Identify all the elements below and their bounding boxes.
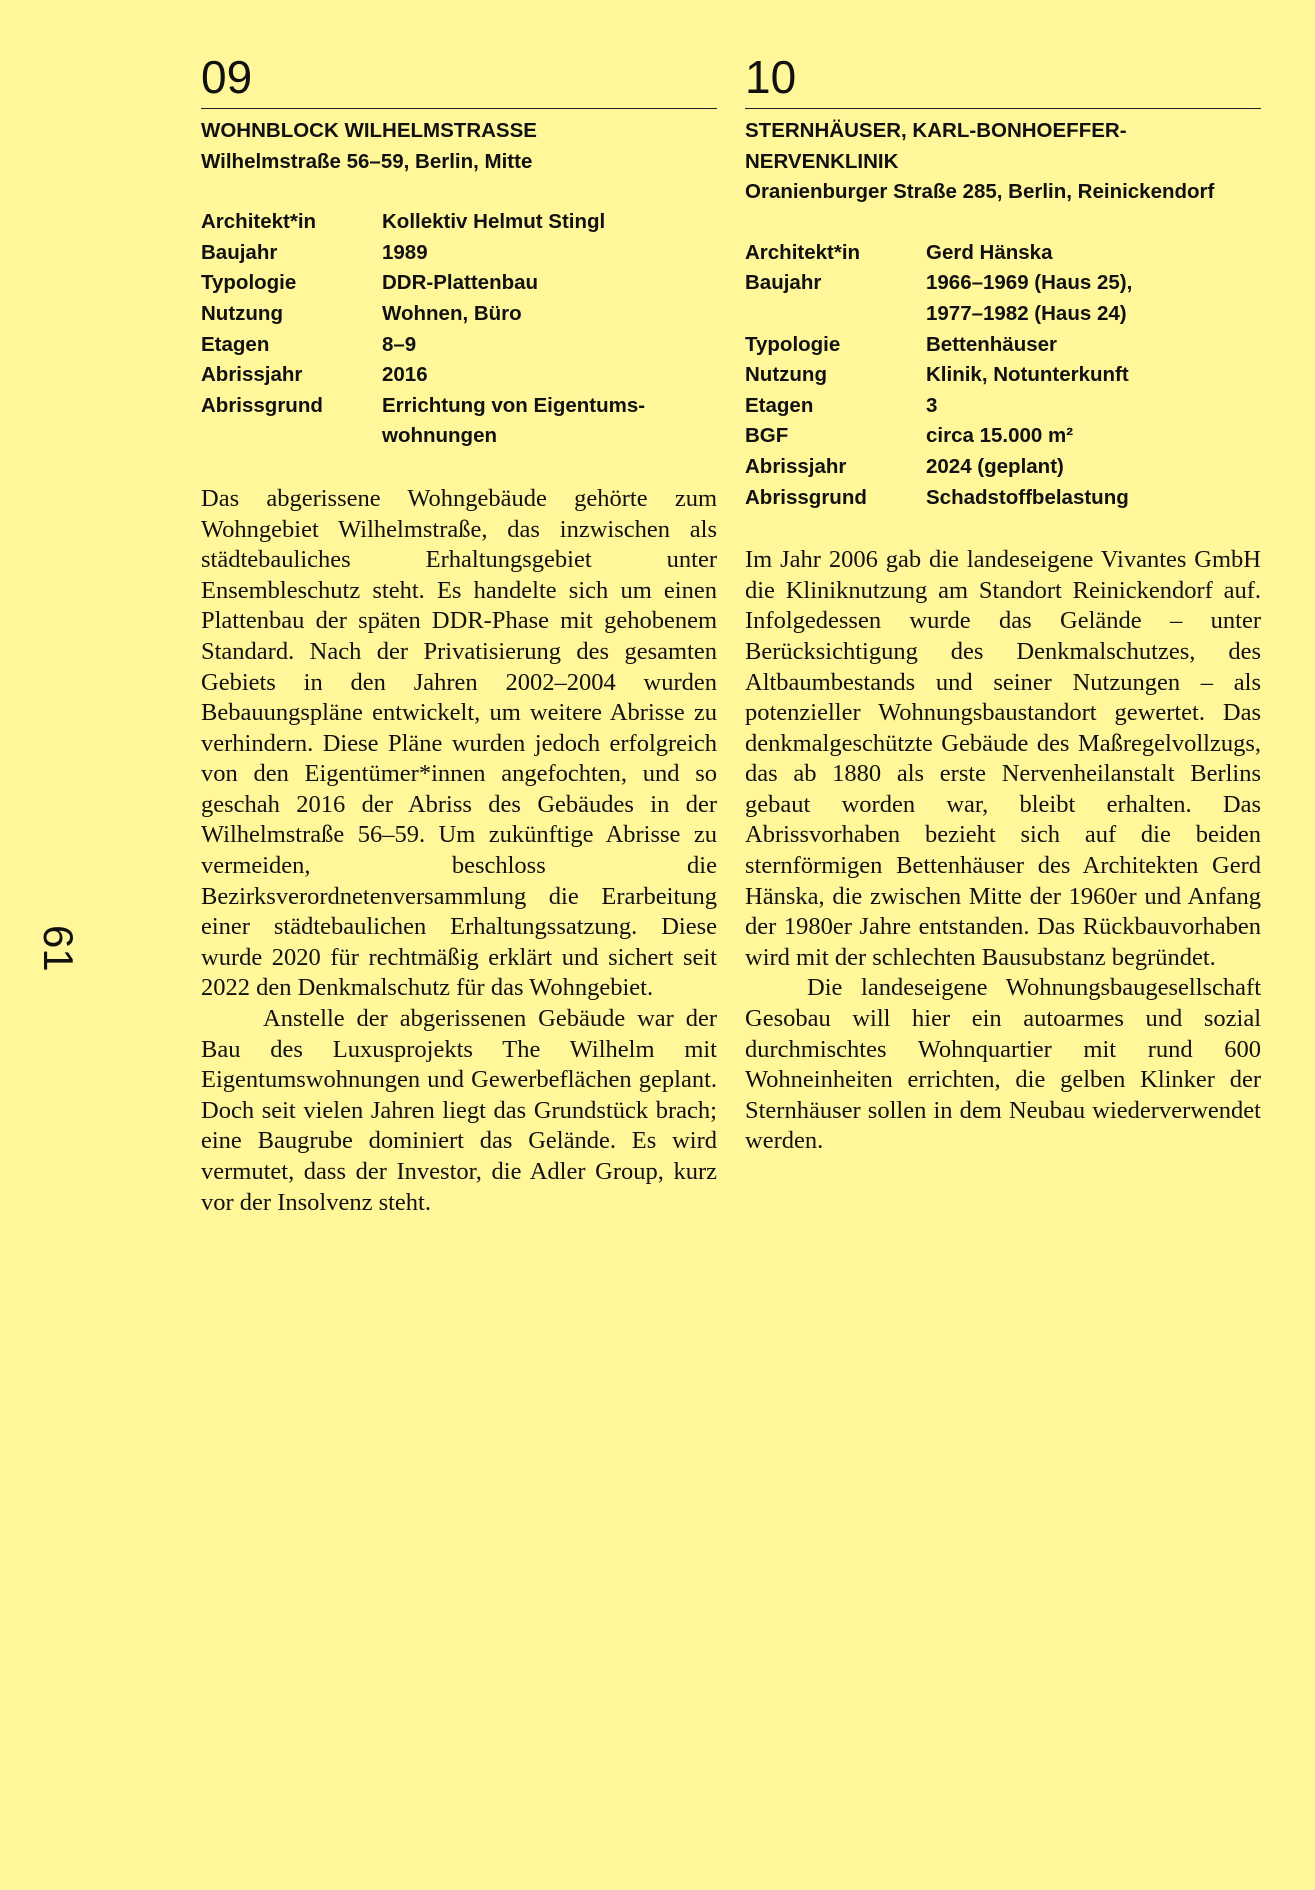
paragraph: Anstelle der abgerissenen Gebäude war der Bau des Luxusprojekts The Wilhelm mit Eigentumswohnungen und Gewerbeflächen geplant. Doch seit vielen Jahren liegt das Grundstück brach; eine Baugrube dominiert das Gelände. Es wird vermutet, dass der Investor, die Adler Group, kurz vor der Insolvenz steht. (201, 1005, 717, 1216)
fact-label: Typologie (201, 271, 297, 295)
fact-value: DDR-Plattenbau (382, 271, 539, 295)
fact-value: 2024 (geplant) (926, 454, 1064, 478)
fact-row (745, 268, 1261, 329)
entry-address: Oranienburger Straße 285, Berlin, Reinickendorf (745, 180, 1215, 204)
fact-label: Nutzung (745, 363, 827, 387)
entry-09 (201, 52, 717, 1218)
fact-value: Kollektiv Helmut Stingl (382, 210, 606, 234)
fact-row (201, 207, 717, 238)
fact-label: Baujahr (201, 240, 278, 264)
fact-row (201, 268, 717, 299)
fact-value: 3 (926, 393, 938, 417)
fact-value: Klinik, Notunterkunft (926, 363, 1129, 387)
fact-value: Bettenhäuser (926, 332, 1058, 356)
body-text (745, 545, 1261, 1157)
fact-value: circa 15.000 m² (926, 424, 1074, 448)
fact-row (745, 360, 1261, 391)
fact-value: Schadstoffbelastung (926, 485, 1129, 509)
fact-row (745, 391, 1261, 422)
fact-label: Etagen (201, 332, 270, 356)
body-text (201, 484, 717, 1218)
fact-value: 1989 (382, 240, 428, 264)
paragraph: Die landeseigene Wohnungsbaugesellschaft Gesobau will hier ein autoarmes und sozial durchmischtes Wohnquartier mit rund 600 Wohneinheiten errichten, die gelben Klinker der Sternhäuser sollen in dem Neubau wiederverwendet werden. (745, 974, 1261, 1155)
entry-title: STERNHÄUSER, KARL-BONHOEFFER-NERVENKLINIK (745, 119, 1127, 173)
facts-table (745, 238, 1261, 513)
fact-label: Architekt*in (745, 240, 861, 264)
fact-value: Wohnen, Büro (382, 301, 522, 325)
fact-label: Typologie (745, 332, 841, 356)
page-number: 61 (35, 925, 82, 972)
fact-value: 1966–1969 (Haus 25), 1977–1982 (Haus 24) (926, 271, 1133, 325)
fact-row (201, 238, 717, 269)
fact-row (201, 330, 717, 361)
entry-address: Wilhelmstraße 56–59, Berlin, Mitte (201, 149, 533, 173)
fact-value: 2016 (382, 363, 428, 387)
fact-label: Abrissgrund (201, 393, 323, 417)
fact-value: Errichtung von Eigentums- wohnungen (382, 393, 646, 448)
fact-label: Architekt*in (201, 210, 317, 234)
entry-10 (745, 52, 1261, 1157)
paragraph: Im Jahr 2006 gab die landeseigene Vivantes GmbH die Kliniknutzung am Standort Reinickendorf auf. Infolgedessen wurde das Gelände – unter Berücksichtigung des Denkmalschutzes, des Altbaumbestands und seiner Nutzungen – als potenzieller Wohnungsbaustandort gewertet. Das denkmalgeschützte Gebäude des Maßregelvollzugs, das ab 1880 als erste Nervenheilanstalt Berlins gebaut worden war, bleibt erhalten. Das Abrissvorhaben bezieht sich auf die beiden sternförmigen Bettenhäuser des Architekten Gerd Hänska, die zwischen Mitte der 1960er und Anfang der 1980er Jahre entstanden. Das Rückbauvorhaben wird mit der schlechten Bausubstanz begründet. (745, 546, 1261, 971)
fact-label: Abrissjahr (201, 363, 303, 387)
fact-row (201, 391, 717, 452)
fact-row (201, 299, 717, 330)
fact-value: Gerd Hänska (926, 240, 1053, 264)
fact-row (745, 452, 1261, 483)
fact-row (201, 360, 717, 391)
entry-title: WOHNBLOCK WILHELMSTRASSE (201, 119, 537, 142)
fact-label: Etagen (745, 393, 814, 417)
fact-row (745, 238, 1261, 269)
entry-number: 10 (745, 52, 1261, 109)
fact-label: BGF (745, 424, 789, 448)
fact-label: Baujahr (745, 271, 822, 295)
fact-row (745, 330, 1261, 361)
fact-row (745, 421, 1261, 452)
facts-table (201, 207, 717, 452)
paragraph: Das abgerissene Wohngebäude gehörte zum Wohngebiet Wilhelmstraße, das inzwischen als städtebauliches Erhaltungsgebiet unter Ensembleschutz steht. Es handelte sich um einen Plattenbau der späten DDR-Phase mit gehobenem Standard. Nach der Privatisierung des gesamten Gebiets in den Jahren 2002–2004 wurden Bebauungspläne entwickelt, um weitere Abrisse zu verhindern. Diese Pläne wurden jedoch erfolgreich von den Eigentümer*innen angefochten, und so geschah 2016 der Abriss des Gebäudes in der Wilhelmstraße 56–59. Um zukünftige Abrisse zu vermeiden, beschloss die Bezirksverordnetenversammlung die Erarbeitung einer städtebaulichen Erhaltungssatzung. Diese wurde 2020 für rechtmäßig erklärt und sichert seit 2022 den Denkmalschutz für das Wohngebiet. (201, 484, 717, 1002)
fact-label: Nutzung (201, 301, 283, 325)
fact-label: Abrissgrund (745, 485, 867, 509)
fact-row (745, 483, 1261, 514)
entry-number: 09 (201, 52, 717, 109)
fact-label: Abrissjahr (745, 454, 847, 478)
fact-value: 8–9 (382, 332, 417, 356)
